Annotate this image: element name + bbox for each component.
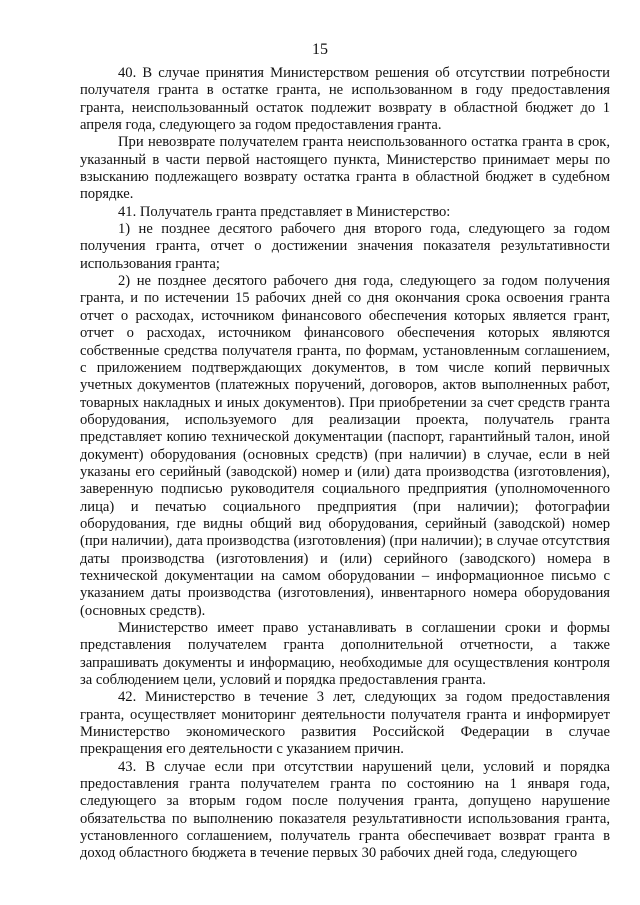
page-number: 15: [312, 41, 328, 58]
paragraph-41: 41. Получатель гранта представляет в Министерство:: [118, 203, 451, 220]
paragraph-41-item-2: 2) не позднее десятого рабочего дня года, следующего за годом получения гранта, и по истечении 15 рабочих дней со дня окончания срока освоения гранта отчет о расходах, источником финансового обеспечения которых является грант, отчет о расходах, источником финансового обеспечения которых являются собственные средства получателя гранта, по формам, установленным соглашением, с приложением подтверждающих документов, в том числе копий первичных учетных документов (платежных поручений, договоров, актов выполненных работ, товарных накладных и иных документов). При приобретении за счет средств гранта оборудования, используемого для реализации проекта, получатель гранта представляет копию технической документации (паспорт, гарантийный талон, иной документ) оборудования (основных средств) (при наличии) в случае, если в ней указаны его серийный (заводской) номер и (или) дата производства (изготовления), заверенную подписью руководителя социального предприятия (уполномоченного лица) и печатью социального предприятия (при наличии); фотографии оборудования, где видны общий вид оборудования, серийный (заводской) номер (при наличии), дата производства (изготовления) (при наличии); в случае отсутствия даты производства (изготовления) и (или) серийного (заводского) номера в технической документации на самом оборудовании – информационное письмо с указанием даты производства (изготовления), инвентарного номера оборудования (основных средств).: [80, 273, 610, 619]
paragraph-40: 40. В случае принятия Министерством решения об отсутствии потребности получателя гранта в остатке гранта, не использованном в году предоставления гранта, неиспользованный остаток подлежит возврату в областной бюджет до 1 апреля года, следующего за годом предоставления гранта.: [80, 65, 610, 134]
paragraph-40-nonreturn: При невозврате получателем гранта неиспользованного остатка гранта в срок, указанный в части первой настоящего пункта, Министерство принимает меры по взысканию подлежащего возврату остатка гранта в областной бюджет в судебном порядке.: [80, 134, 610, 203]
paragraph-43: 43. В случае если при отсутствии нарушений цели, условий и порядка предоставления гранта получателем гранта по состоянию на 1 января года, следующего за вторым годом после получения гранта, допущено нарушение обязательства по выполнению показателя результативности использования гранта, установленного соглашением, получатель гранта обеспечивает возврат гранта в доход областного бюджета в течение первых 30 рабочих дней года, следующего: [80, 758, 610, 862]
paragraph-41-item-1: 1) не позднее десятого рабочего дня второго года, следующего за годом получения гранта, отчет о достижении значения показателя результативности использования гранта;: [80, 221, 610, 272]
paragraph-41-ministry-rights: Министерство имеет право устанавливать в соглашении сроки и формы представления получателем гранта дополнительной отчетности, а также запрашивать документы и информацию, необходимые для осуществления контроля за соблюдением цели, условий и порядка предоставления гранта.: [80, 620, 610, 689]
paragraph-42: 42. Министерство в течение 3 лет, следующих за годом предоставления гранта, осуществляет мониторинг деятельности получателя гранта и информирует Министерство экономического развития Российской Федерации в случае прекращения его деятельности с указанием причин.: [80, 689, 610, 758]
document-body: [80, 65, 610, 863]
